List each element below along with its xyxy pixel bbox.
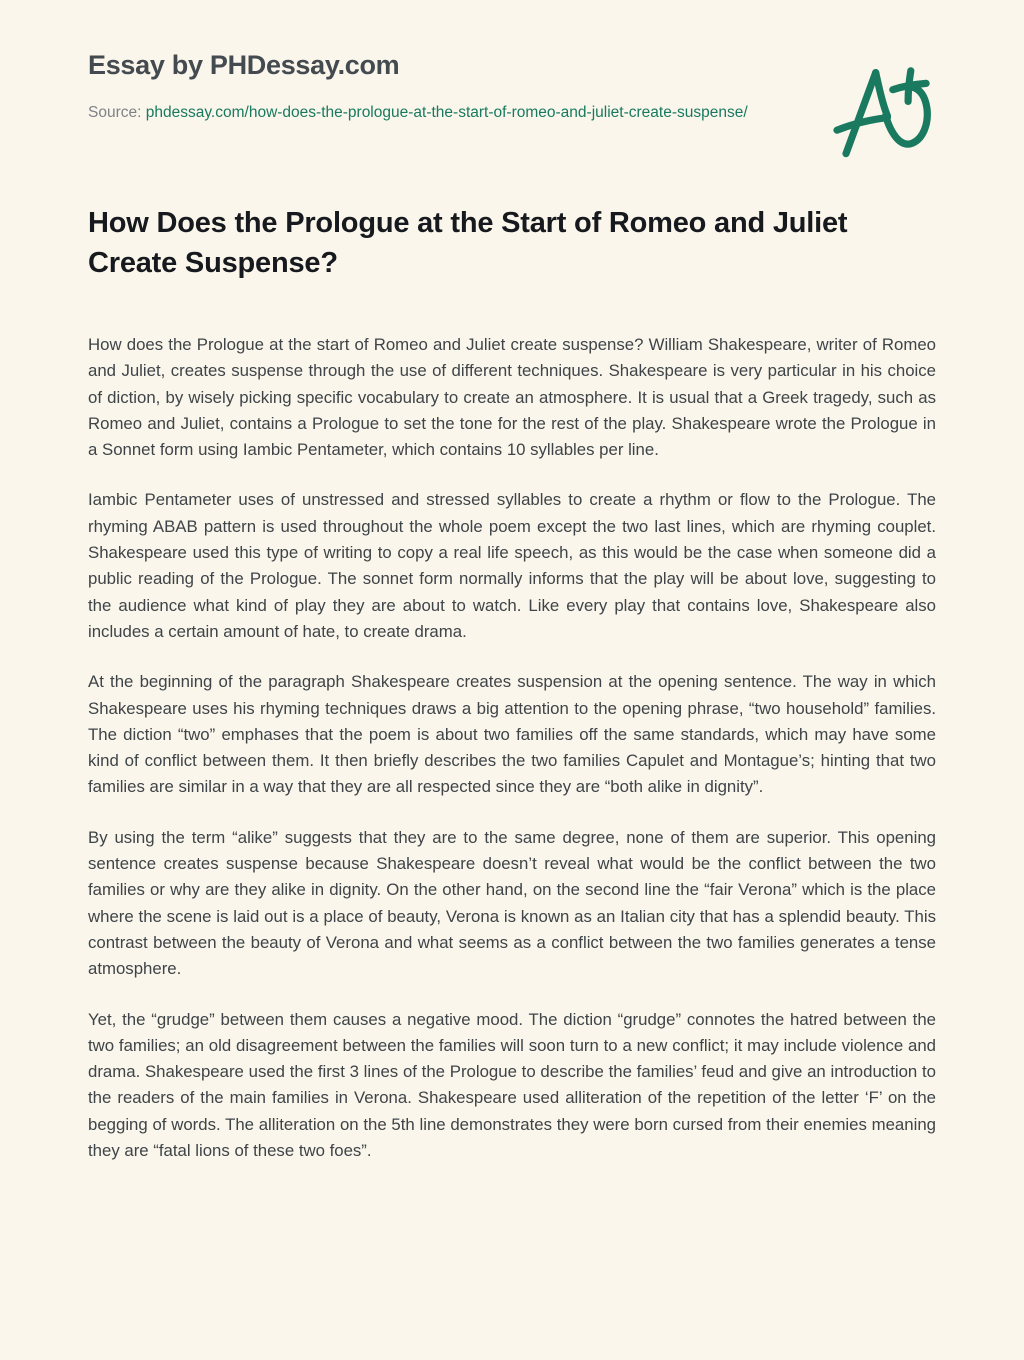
source-label: Source:	[88, 104, 146, 121]
essay-paragraph: Yet, the “grudge” between them causes a negative mood. The diction “grudge” connotes the hatred between the two families; an old disagreement between the families will soon turn to a new conflict; it may include violence and drama. Shakespeare used the first 3 lines of the Prologue to describe the families’ feud and give an introduction to the readers of the main families in Verona. Shakespeare used alliteration of the repetition of the letter ‘F’ on the begging of words. The alliteration on the 5th line demonstrates they were born cursed from their enemies meaning they are “fatal lions of these two foes”.	[88, 1009, 936, 1161]
essay-paragraph: By using the term “alike” suggests that they are to the same degree, none of them are superior. This opening sentence creates suspense because Shakespeare doesn’t reveal what would be the conflict between the two families or why are they alike in dignity. On the other hand, on the second line the “fair Verona” which is the place where the scene is laid out is a place of beauty, Verona is known as an Italian city that has a splendid beauty. This contrast between the beauty of Verona and what seems as a conflict between the two families generates a tense atmosphere.	[88, 827, 936, 979]
essay-body	[88, 332, 936, 1188]
source-url-link[interactable]: phdessay.com/how-does-the-prologue-at-the-start-of-romeo-and-juliet-create-suspense/	[145, 104, 748, 121]
essay-paragraph: How does the Prologue at the start of Romeo and Juliet create suspense? William Shakespeare, writer of Romeo and Juliet, creates suspense through the use of different techniques. Shakespeare is very particular in his choice of diction, by wisely picking specific vocabulary to create an atmosphere. It is usual that a Greek tragedy, such as Romeo and Juliet, contains a Prologue to set the tone for the rest of the play. Shakespeare wrote the Prologue in a Sonnet form using Iambic Pentameter, which contains 10 syllables per line.	[88, 335, 936, 460]
a-plus-logo-icon	[828, 58, 936, 170]
source-line	[88, 101, 753, 125]
site-title: Essay by PHDessay.com	[88, 50, 400, 80]
article-title: How Does the Prologue at the Start of Romeo and Juliet Create Suspense?	[88, 207, 848, 279]
essay-paragraph: Iambic Pentameter uses of unstressed and stressed syllables to create a rhythm or flow to the Prologue. The rhyming ABAB pattern is used throughout the whole poem except the two last lines, which are rhyming couplet. Shakespeare used this type of writing to copy a real life speech, as this would be the case when someone did a public reading of the Prologue. The sonnet form normally informs that the play will be about love, suggesting to the audience what kind of play they are about to watch. Like every play that contains love, Shakespeare also includes a certain amount of hate, to create drama.	[88, 490, 936, 641]
essay-paragraph: At the beginning of the paragraph Shakespeare creates suspension at the opening sentence. The way in which Shakespeare uses his rhyming techniques draws a big attention to the opening phrase, “two household” families. The diction “two” emphases that the poem is about two families off the same standards, which may have some kind of conflict between them. It then briefly describes the two families Capulet and Montague’s; hinting that two families are similar in a way that they are all respected since they are “both alike in dignity”.	[88, 672, 936, 797]
